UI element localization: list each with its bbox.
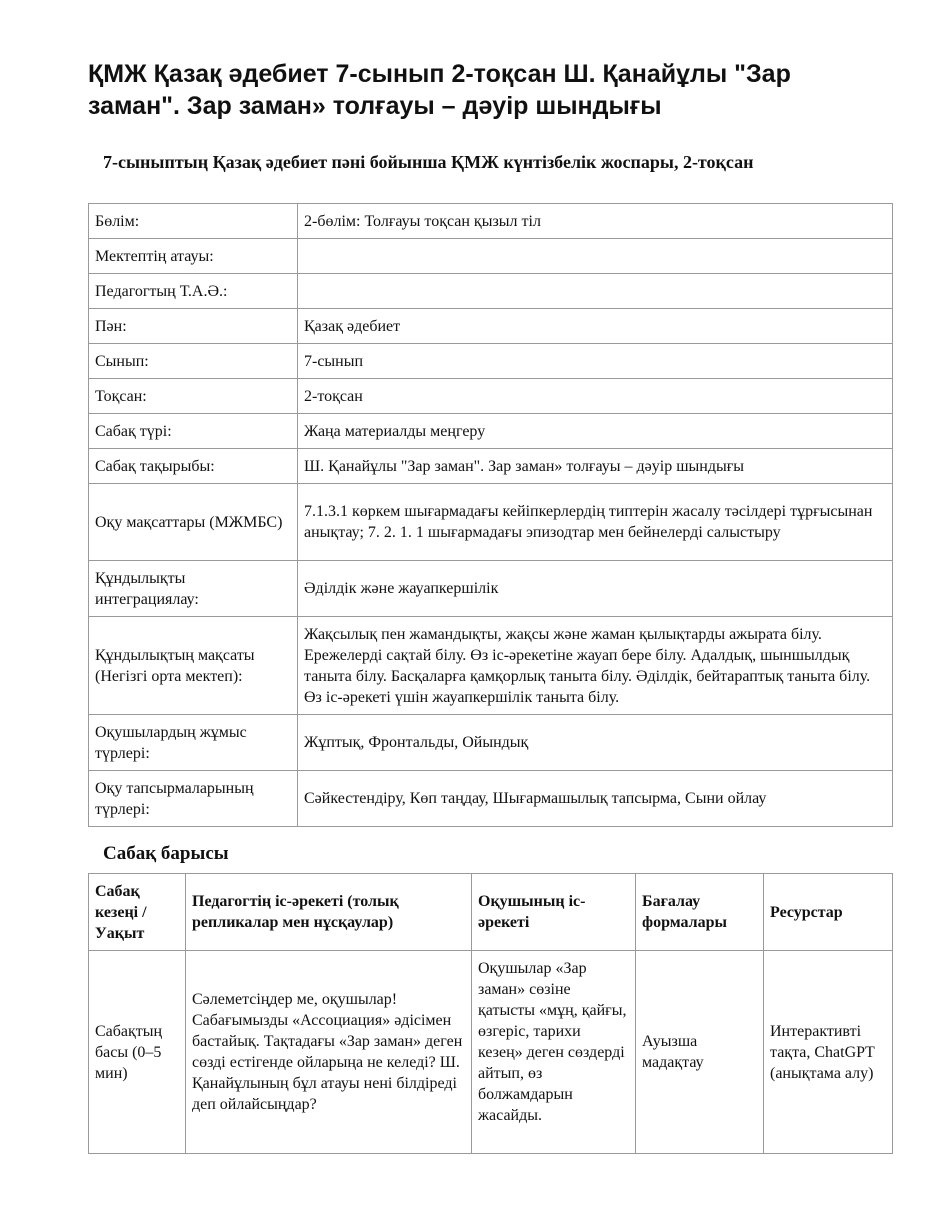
table-row: [89, 274, 893, 309]
row-value: Жақсылық пен жамандықты, жақсы және жаман қылықтарды ажырата білу. Ережелерді сақтай білу. Өз іс-әрекетіне жауап бере білу. Адалдық, шыншылдық таныта білу. Басқаларға қамқорлық таныта білу. Әділдік, бейтараптық таныта білу. Өз іс-әрекеті үшін жауапкершілік таныта білу.: [298, 617, 893, 715]
table-row: [89, 561, 893, 617]
row-key: Оқушылардың жұмыс түрлері:: [89, 715, 298, 771]
row-key: Тоқсан:: [89, 379, 298, 414]
table-row: [89, 414, 893, 449]
table-row: [89, 344, 893, 379]
row-key: Құндылықтың мақсаты (Негізгі орта мектеп):: [89, 617, 298, 715]
table-row: [89, 951, 893, 1154]
table-row: [89, 239, 893, 274]
table-row: [89, 715, 893, 771]
table-row: [89, 449, 893, 484]
row-key: Оқу тапсырмаларының түрлері:: [89, 771, 298, 827]
row-key: Сабақ тақырыбы:: [89, 449, 298, 484]
row-key: Оқу мақсаттары (МЖМБС): [89, 484, 298, 561]
table-row: [89, 204, 893, 239]
row-key: Сынып:: [89, 344, 298, 379]
row-key: Құндылықты интеграциялау:: [89, 561, 298, 617]
row-value: Әділдік және жауапкершілік: [298, 561, 893, 617]
row-value: 2-бөлім: Толғауы тоқсан қызыл тіл: [298, 204, 893, 239]
assessment-cell: Ауызша мадақтау: [636, 951, 764, 1154]
row-value: Ш. Қанайұлы "Зар заман". Зар заман» толғауы – дәуір шындығы: [298, 449, 893, 484]
row-value: 7.1.3.1 көркем шығармадағы кейіпкерлердің типтерін жасалу тәсілдері тұрғысынан анықтау; 7. 2. 1. 1 шығармадағы эпизодтар мен бейнелерді салыстыру: [298, 484, 893, 561]
table-row: [89, 771, 893, 827]
table-row: [89, 379, 893, 414]
table-row: [89, 617, 893, 715]
table-row: [89, 309, 893, 344]
row-value: Жаңа материалды меңгеру: [298, 414, 893, 449]
teacher-action-cell: Сәлеметсіңдер ме, оқушылар! Сабағымызды «Ассоциация» әдісімен бастайық. Тақтадағы «Зар заман» деген сөзді естігенде ойларыңа не келеді? Ш. Қанайұлының бұл атауы нені білдіреді деп ойлайсыңдар?: [186, 951, 472, 1154]
lesson-flow-table: [88, 873, 893, 1154]
page-title: ҚМЖ Қазақ әдебиет 7-сынып 2-тоқсан Ш. Қанайұлы "Зар заман". Зар заман» толғауы – дәуір шындығы: [88, 60, 791, 120]
table-row: [89, 484, 893, 561]
column-header-student: Оқушының іс-әрекеті: [472, 874, 636, 951]
row-value: 2-тоқсан: [298, 379, 893, 414]
stage-cell: Сабақтың басы (0–5 мин): [89, 951, 186, 1154]
lesson-section-title: Сабақ барысы: [103, 843, 229, 864]
table-header-row: [89, 874, 893, 951]
plan-subtitle: 7-сыныптың Қазақ әдебиет пәні бойынша ҚМЖ күнтізбелік жоспары, 2-тоқсан: [103, 152, 754, 172]
student-action-cell: Оқушылар «Зар заман» сөзіне қатысты «мұң, қайғы, өзгеріс, тарихи кезең» деген сөздерді айтып, өз болжамдарын жасайды.: [472, 951, 636, 1154]
resources-cell: Интерактивті тақта, ChatGPT (анықтама алу): [764, 951, 893, 1154]
row-value: Сәйкестендіру, Көп таңдау, Шығармашылық тапсырма, Сыни ойлау: [298, 771, 893, 827]
row-key: Сабақ түрі:: [89, 414, 298, 449]
row-key: Мектептің атауы:: [89, 239, 298, 274]
row-value: [298, 239, 893, 274]
row-value: [298, 274, 893, 309]
row-key: Педагогтың Т.А.Ә.:: [89, 274, 298, 309]
column-header-assessment: Бағалау формалары: [636, 874, 764, 951]
lesson-info-table: [88, 203, 893, 827]
row-key: Пән:: [89, 309, 298, 344]
row-key: Бөлім:: [89, 204, 298, 239]
column-header-teacher: Педагогтің іс-әрекеті (толық репликалар мен нұсқаулар): [186, 874, 472, 951]
row-value: Қазақ әдебиет: [298, 309, 893, 344]
row-value: 7-сынып: [298, 344, 893, 379]
column-header-stage: Сабақ кезеңі / Уақыт: [89, 874, 186, 951]
column-header-resources: Ресурстар: [764, 874, 893, 951]
row-value: Жұптық, Фронтальды, Ойындық: [298, 715, 893, 771]
